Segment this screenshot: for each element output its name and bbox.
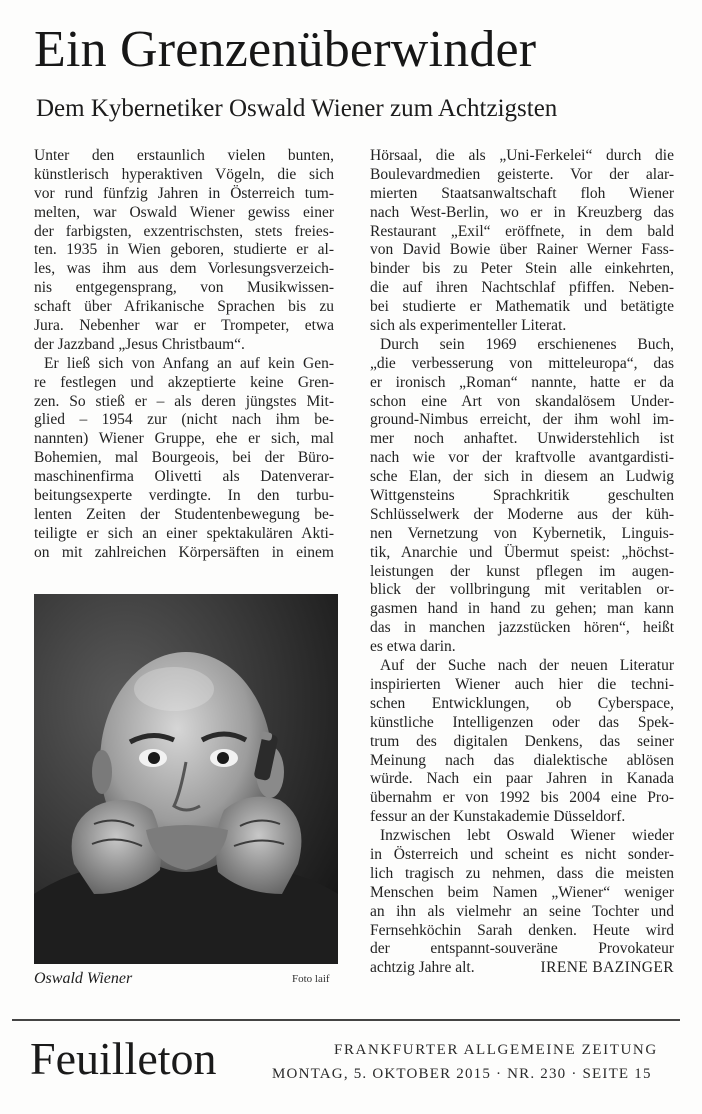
article-line: beitungsexperte verdingte. In den turbu- (34, 487, 334, 505)
article-line: mer noch anhaftet. Unwiderstehlich ist (370, 430, 674, 448)
article-line: nen Vernetzung von Kybernetik, Linguis- (370, 524, 674, 542)
article-line: leistungen der kunst pflegen im augen- (370, 562, 674, 580)
article-line: nannten) Wiener Gruppe, ehe er sich, mal (34, 430, 334, 448)
article-line: nach wie vor der kraftvolle avantgardisti- (370, 449, 674, 467)
article-line: gasmen hand in hand zu gehen; man kann (370, 600, 674, 618)
article-line: er ironisch „Roman“ nannte, hatte er da (370, 373, 674, 391)
article-line: Bohemien, mal Bourgeois, bei der Büro- (34, 449, 334, 467)
article-line: „die verbesserung von mitteleuropa“, das (370, 354, 674, 372)
article-line: lenten Zeiten der Studentenbewegung be- (34, 505, 334, 523)
article-line: schen Entwicklungen, ob Cyberspace, (370, 694, 674, 712)
article-line: der farbigsten, exzentrischsten, stets freies- (34, 222, 334, 240)
article-line: les, was ihm aus dem Vorlesungsverzeich- (34, 260, 334, 278)
article-line: ten. 1935 in Wien geboren, studierte er al- (34, 241, 334, 259)
article-line: die auf ihren Nachtschlaf pfiffen. Neben- (370, 279, 674, 297)
article-line: Hörsaal, die als „Uni-Ferkelei“ durch die (370, 147, 674, 164)
section-title: Feuilleton (30, 1033, 217, 1084)
article-line: Er ließ sich von Anfang an auf kein Gen- (44, 354, 334, 372)
issue-line: MONTAG, 5. OKTOBER 2015 · NR. 230 · SEITE 15 (272, 1066, 652, 1082)
article-line: Jura. Nebenher war er Trompeter, etwa (34, 317, 334, 335)
article-line: an ihn als vielmehr an seine Tochter und (370, 902, 674, 920)
article-line: lich tragisch zu nehmen, dass die meisten (370, 864, 674, 882)
article-line: in Österreich und scheint es nicht sonder- (370, 845, 674, 863)
article-line: tik, Anarchie und Übermut speist: „höchst- (370, 543, 674, 561)
article-column-right (370, 147, 674, 978)
article-line: der entspannt-souveräne Provokateur (370, 940, 674, 958)
article-line: vor rund fünfzig Jahren in Österreich tum- (34, 184, 334, 202)
photo-credit: Foto laif (292, 973, 330, 985)
article-line: künstliche Intelligenzen oder das Spek- (370, 713, 674, 731)
article-headline: Ein Grenzenüberwinder (34, 21, 537, 78)
portrait-illustration (34, 594, 338, 964)
footer-divider (12, 1019, 680, 1021)
article-line: maschinenfirma Olivetti als Datenverar- (34, 468, 334, 486)
article-line: Inzwischen lebt Oswald Wiener wieder (380, 827, 674, 845)
article-line: bei studierte er Mathematik und betätigte (370, 298, 674, 316)
article-line: blick der vollbringung mit veritablen or- (370, 581, 674, 599)
article-line: nach West-Berlin, wo er in Kreuzberg das (370, 203, 674, 221)
article-line: fessur an der Kunstakademie Düsseldorf. (370, 808, 626, 826)
article-line: glied – 1954 zur (nicht nach ihm be- (34, 411, 334, 429)
article-line: mierten Staatsanwaltschaft floh Wiener (370, 184, 674, 202)
article-line (370, 959, 674, 978)
article-line: Auf der Suche nach der neuen Literatur (380, 657, 674, 675)
article-line: binder bis zu Peter Stein alle einkehrten, (370, 260, 674, 278)
article-line: ground-Nimbus erreicht, der ihm wohl im- (370, 411, 674, 429)
article-column-left (34, 147, 334, 563)
article-line: Durch sein 1969 erschienenes Buch, (380, 335, 674, 353)
article-line: melten, war Oswald Wiener gewiss einer (34, 203, 334, 221)
article-line: teiligte er sich an einer spektakulären Akti- (34, 524, 334, 542)
article-line: von David Bowie über Rainer Werner Fass- (370, 241, 674, 259)
article-line: Wittgensteins Sprachkritik geschulten (370, 487, 674, 505)
article-line: on mit zahlreichen Körpersäften in einem (34, 543, 334, 561)
article-line: Restaurant „Exil“ eröffnete, in dem bald (370, 222, 674, 240)
article-line: Schlüsselwerk der Moderne aus der küh- (370, 505, 674, 523)
author-signature: IRENE BAZINGER (540, 959, 674, 977)
article-line: künstlerisch hyperaktiven Vögeln, die sich (34, 165, 334, 183)
article-line: re festlegen und akzeptierte keine Gren- (34, 373, 334, 391)
article-line: Boulevardmedien geisterte. Vor der alar- (370, 165, 674, 183)
article-line: es etwa darin. (370, 638, 456, 656)
article-line: schon eine Art von skandalösem Under- (370, 392, 674, 410)
article-line: das in manchen jazzstücken hören“, heißt (370, 619, 674, 637)
article-line: Menschen beim Namen „Wiener“ weniger (370, 883, 674, 901)
article-line: Fernsehköchin Sarah denken. Heute wird (370, 921, 674, 939)
portrait-photo (34, 594, 338, 964)
article-line: sche Elan, der sich in diesem an Ludwig (370, 468, 674, 486)
article-line-text: achtzig Jahre alt. (370, 959, 475, 977)
article-line: der Jazzband „Jesus Christbaum“. (34, 335, 245, 353)
newspaper-name: FRANKFURTER ALLGEMEINE ZEITUNG (334, 1042, 658, 1058)
article-line: schaft über Afrikanische Sprachen bis zu (34, 298, 334, 316)
article-line: inspirierten Wiener auch hier die techni- (370, 675, 674, 693)
article-line: sich als experimenteller Literat. (370, 317, 567, 335)
photo-caption-name: Oswald Wiener (34, 970, 133, 987)
article-subheadline: Dem Kybernetiker Oswald Wiener zum Achtzigsten (36, 95, 558, 122)
article-line: Unter den erstaunlich vielen bunten, (34, 147, 334, 164)
article-line: Meinung nach das dialektische ablösen (370, 751, 674, 769)
article-line: nis entgegensprang, von Musikwissen- (34, 279, 334, 297)
article-line: übernahm er von 1992 bis 2004 eine Pro- (370, 789, 674, 807)
article-line: zen. So stieß er – als deren jüngstes Mit- (34, 392, 334, 410)
article-line: trum des digitalen Denkens, das seiner (370, 732, 674, 750)
article-line: würde. Nach ein paar Jahren in Kanada (370, 770, 674, 788)
